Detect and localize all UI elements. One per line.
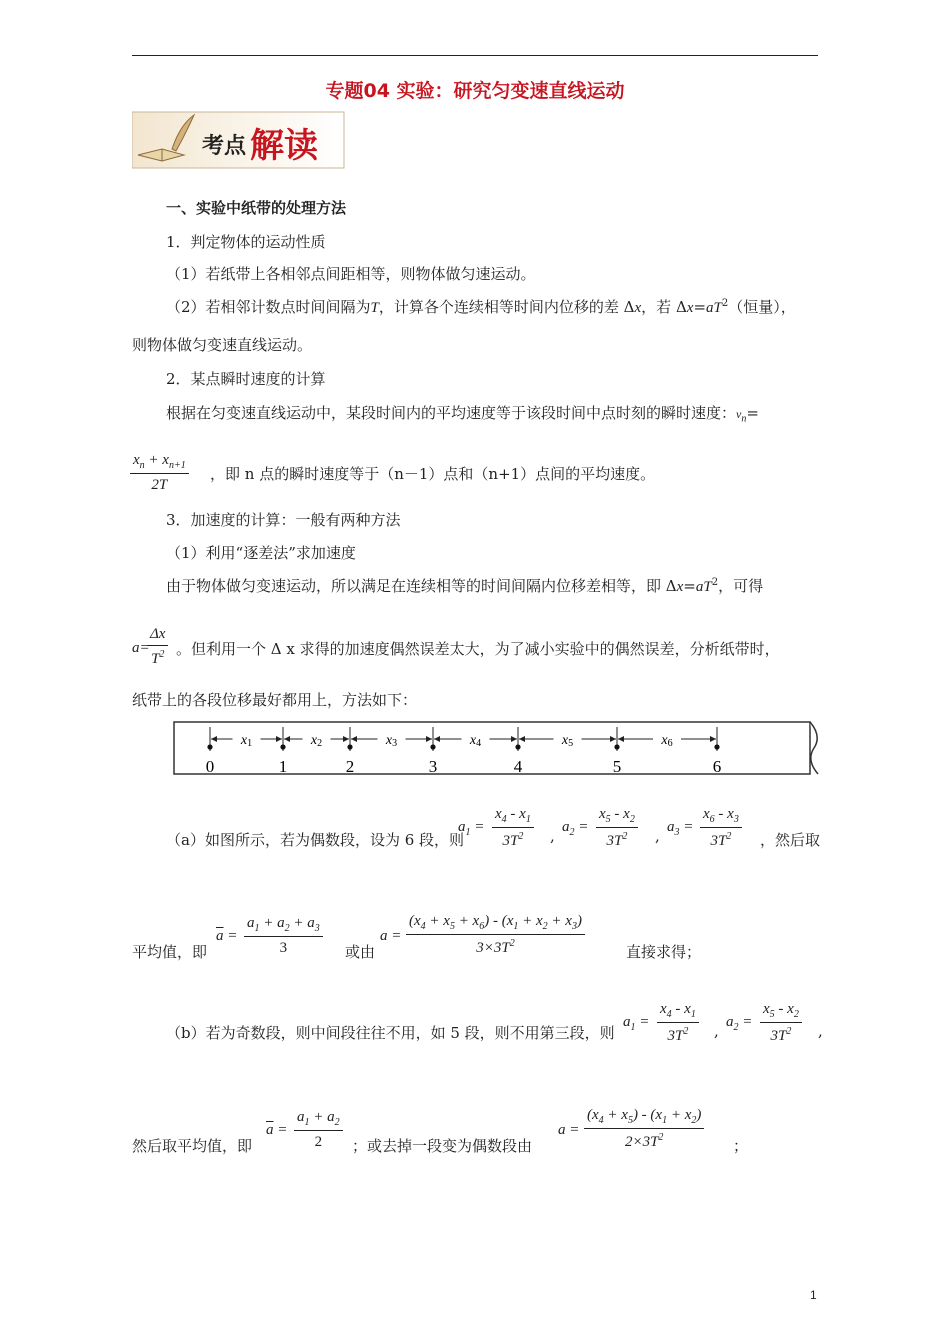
paragraph: 则物体做匀变速直线运动。 bbox=[132, 336, 313, 354]
a1-label: $a_1$ = bbox=[458, 819, 485, 838]
a3-fraction: $\frac{x_6 - x_3}{3T^2}$ bbox=[700, 806, 742, 850]
paper-tape-diagram bbox=[170, 718, 830, 780]
b-abar-label: $\overline{a}$ = bbox=[266, 1122, 288, 1138]
separator: , bbox=[818, 1022, 823, 1040]
paragraph: （a）如图所示，若为偶数段，设为 6 段，则 bbox=[166, 831, 465, 849]
a2-fraction: $\frac{x_5 - x_2}{3T^2}$ bbox=[596, 806, 638, 850]
paragraph: 直接求得； bbox=[626, 943, 702, 961]
b-a2-label: $a_2$ = bbox=[726, 1014, 753, 1033]
separator: , bbox=[714, 1022, 719, 1040]
abar-fraction: $\frac{a_1 + a_2 + a_3}{3}$ bbox=[244, 915, 323, 957]
b-a1-label: $a_1$ = bbox=[623, 1014, 650, 1033]
paragraph: ，然后取 bbox=[760, 831, 821, 849]
page-title: 专题04 实验：研究匀变速直线运动 bbox=[325, 80, 625, 102]
paragraph: 3．加速度的计算：一般有两种方法 bbox=[166, 511, 401, 529]
segment-label: x4 bbox=[469, 733, 482, 749]
paragraph: 平均值，即 bbox=[132, 943, 208, 961]
point-label: 1 bbox=[278, 757, 288, 776]
velocity-fraction: $\frac{x_n + x_{n+1}}{2T}$ bbox=[130, 452, 189, 494]
header-rule bbox=[132, 55, 818, 56]
section-heading: 一、实验中纸带的处理方法 bbox=[166, 199, 347, 217]
a-fraction-odd: $\frac{(x_4 + x_5) - (x_1 + x_2)}{2\times 3T^2}$ bbox=[584, 1107, 704, 1151]
paragraph: 2．某点瞬时速度的计算 bbox=[166, 370, 326, 388]
page-number: 1 bbox=[810, 1288, 817, 1302]
tape-dot bbox=[515, 744, 520, 749]
a-label: a = bbox=[380, 928, 402, 944]
b-a2-fraction: $\frac{x_5 - x_2}{3T^2}$ bbox=[760, 1001, 802, 1045]
paragraph: 然后取平均值，即 bbox=[132, 1137, 253, 1155]
segment-label: x3 bbox=[385, 733, 398, 749]
banner-graphic bbox=[132, 109, 347, 172]
point-label: 5 bbox=[612, 757, 622, 776]
accel-fraction: $\frac{\Delta x}{T^2}$ bbox=[147, 626, 168, 668]
point-label: 2 bbox=[345, 757, 355, 776]
accel-label: a= bbox=[132, 640, 150, 656]
separator: , bbox=[655, 827, 660, 845]
paragraph: （1）若纸带上各相邻点间距相等，则物体做匀速运动。 bbox=[166, 265, 536, 283]
paragraph: 根据在匀变速直线运动中，某段时间内的平均速度等于该段时间中点时刻的瞬时速度：$v_n=$ bbox=[166, 404, 759, 425]
section-banner bbox=[132, 109, 347, 172]
paragraph: 或由 bbox=[345, 943, 376, 961]
paragraph: 1．判定物体的运动性质 bbox=[166, 233, 326, 251]
tape-dot bbox=[614, 744, 619, 749]
segment-label: x2 bbox=[310, 733, 323, 749]
point-label: 0 bbox=[205, 757, 215, 776]
paragraph: （b）若为奇数段，则中间段往往不用，如 5 段，则不用第三段，则 bbox=[166, 1024, 615, 1042]
tape-dot bbox=[347, 744, 352, 749]
point-label: 6 bbox=[712, 757, 722, 776]
point-label: 4 bbox=[513, 757, 523, 776]
tape-dot bbox=[714, 744, 719, 749]
separator: , bbox=[550, 827, 555, 845]
segment-label: x6 bbox=[661, 733, 673, 749]
a2-label: $a_2$ = bbox=[562, 819, 589, 838]
paragraph: ，即 n 点的瞬时速度等于（n－1）点和（n+1）点间的平均速度。 bbox=[210, 465, 656, 483]
separator: ； bbox=[733, 1137, 749, 1155]
svg-text:解读: 解读 bbox=[250, 126, 318, 166]
a3-label: $a_3$ = bbox=[667, 819, 694, 838]
paragraph: ；或去掉一段变为偶数段由 bbox=[352, 1137, 533, 1155]
paragraph: 由于物体做匀变速运动，所以满足在连续相等的时间间隔内位移差相等，即 $\Delta x=aT^2$，可得 bbox=[166, 577, 764, 595]
tape-dot bbox=[207, 744, 212, 749]
svg-text:考点: 考点 bbox=[202, 134, 247, 159]
paragraph: （1）利用“逐差法”求加速度 bbox=[166, 544, 356, 562]
segment-label: x1 bbox=[240, 733, 253, 749]
a1-fraction: $\frac{x_4 - x_1}{3T^2}$ bbox=[492, 806, 534, 850]
b-a-label: a = bbox=[558, 1122, 580, 1138]
b-abar-fraction: $\frac{a_1 + a_2}{2}$ bbox=[294, 1109, 343, 1151]
tape-dot bbox=[280, 744, 285, 749]
abar-label: $\overline{a}$ = bbox=[216, 928, 238, 944]
paragraph: 。但利用一个 Δ x 求得的加速度偶然误差太大，为了减小实验中的偶然误差，分析纸带时， bbox=[176, 640, 780, 658]
tape-dot bbox=[430, 744, 435, 749]
paragraph: （2）若相邻计数点时间间隔为T，计算各个连续相等时间内位移的差 Δx，若 $\Delta x=aT^2$（恒量）， bbox=[166, 298, 796, 316]
segment-label: x5 bbox=[561, 733, 574, 749]
a-fraction-even: $\frac{(x_4 + x_5 + x_6) - (x_1 + x_2 + x_3)}{3\times 3T^2}$ bbox=[406, 913, 585, 957]
point-label: 3 bbox=[428, 757, 438, 776]
paragraph: 纸带上的各段位移最好都用上，方法如下： bbox=[132, 691, 418, 709]
b-a1-fraction: $\frac{x_4 - x_1}{3T^2}$ bbox=[657, 1001, 699, 1045]
